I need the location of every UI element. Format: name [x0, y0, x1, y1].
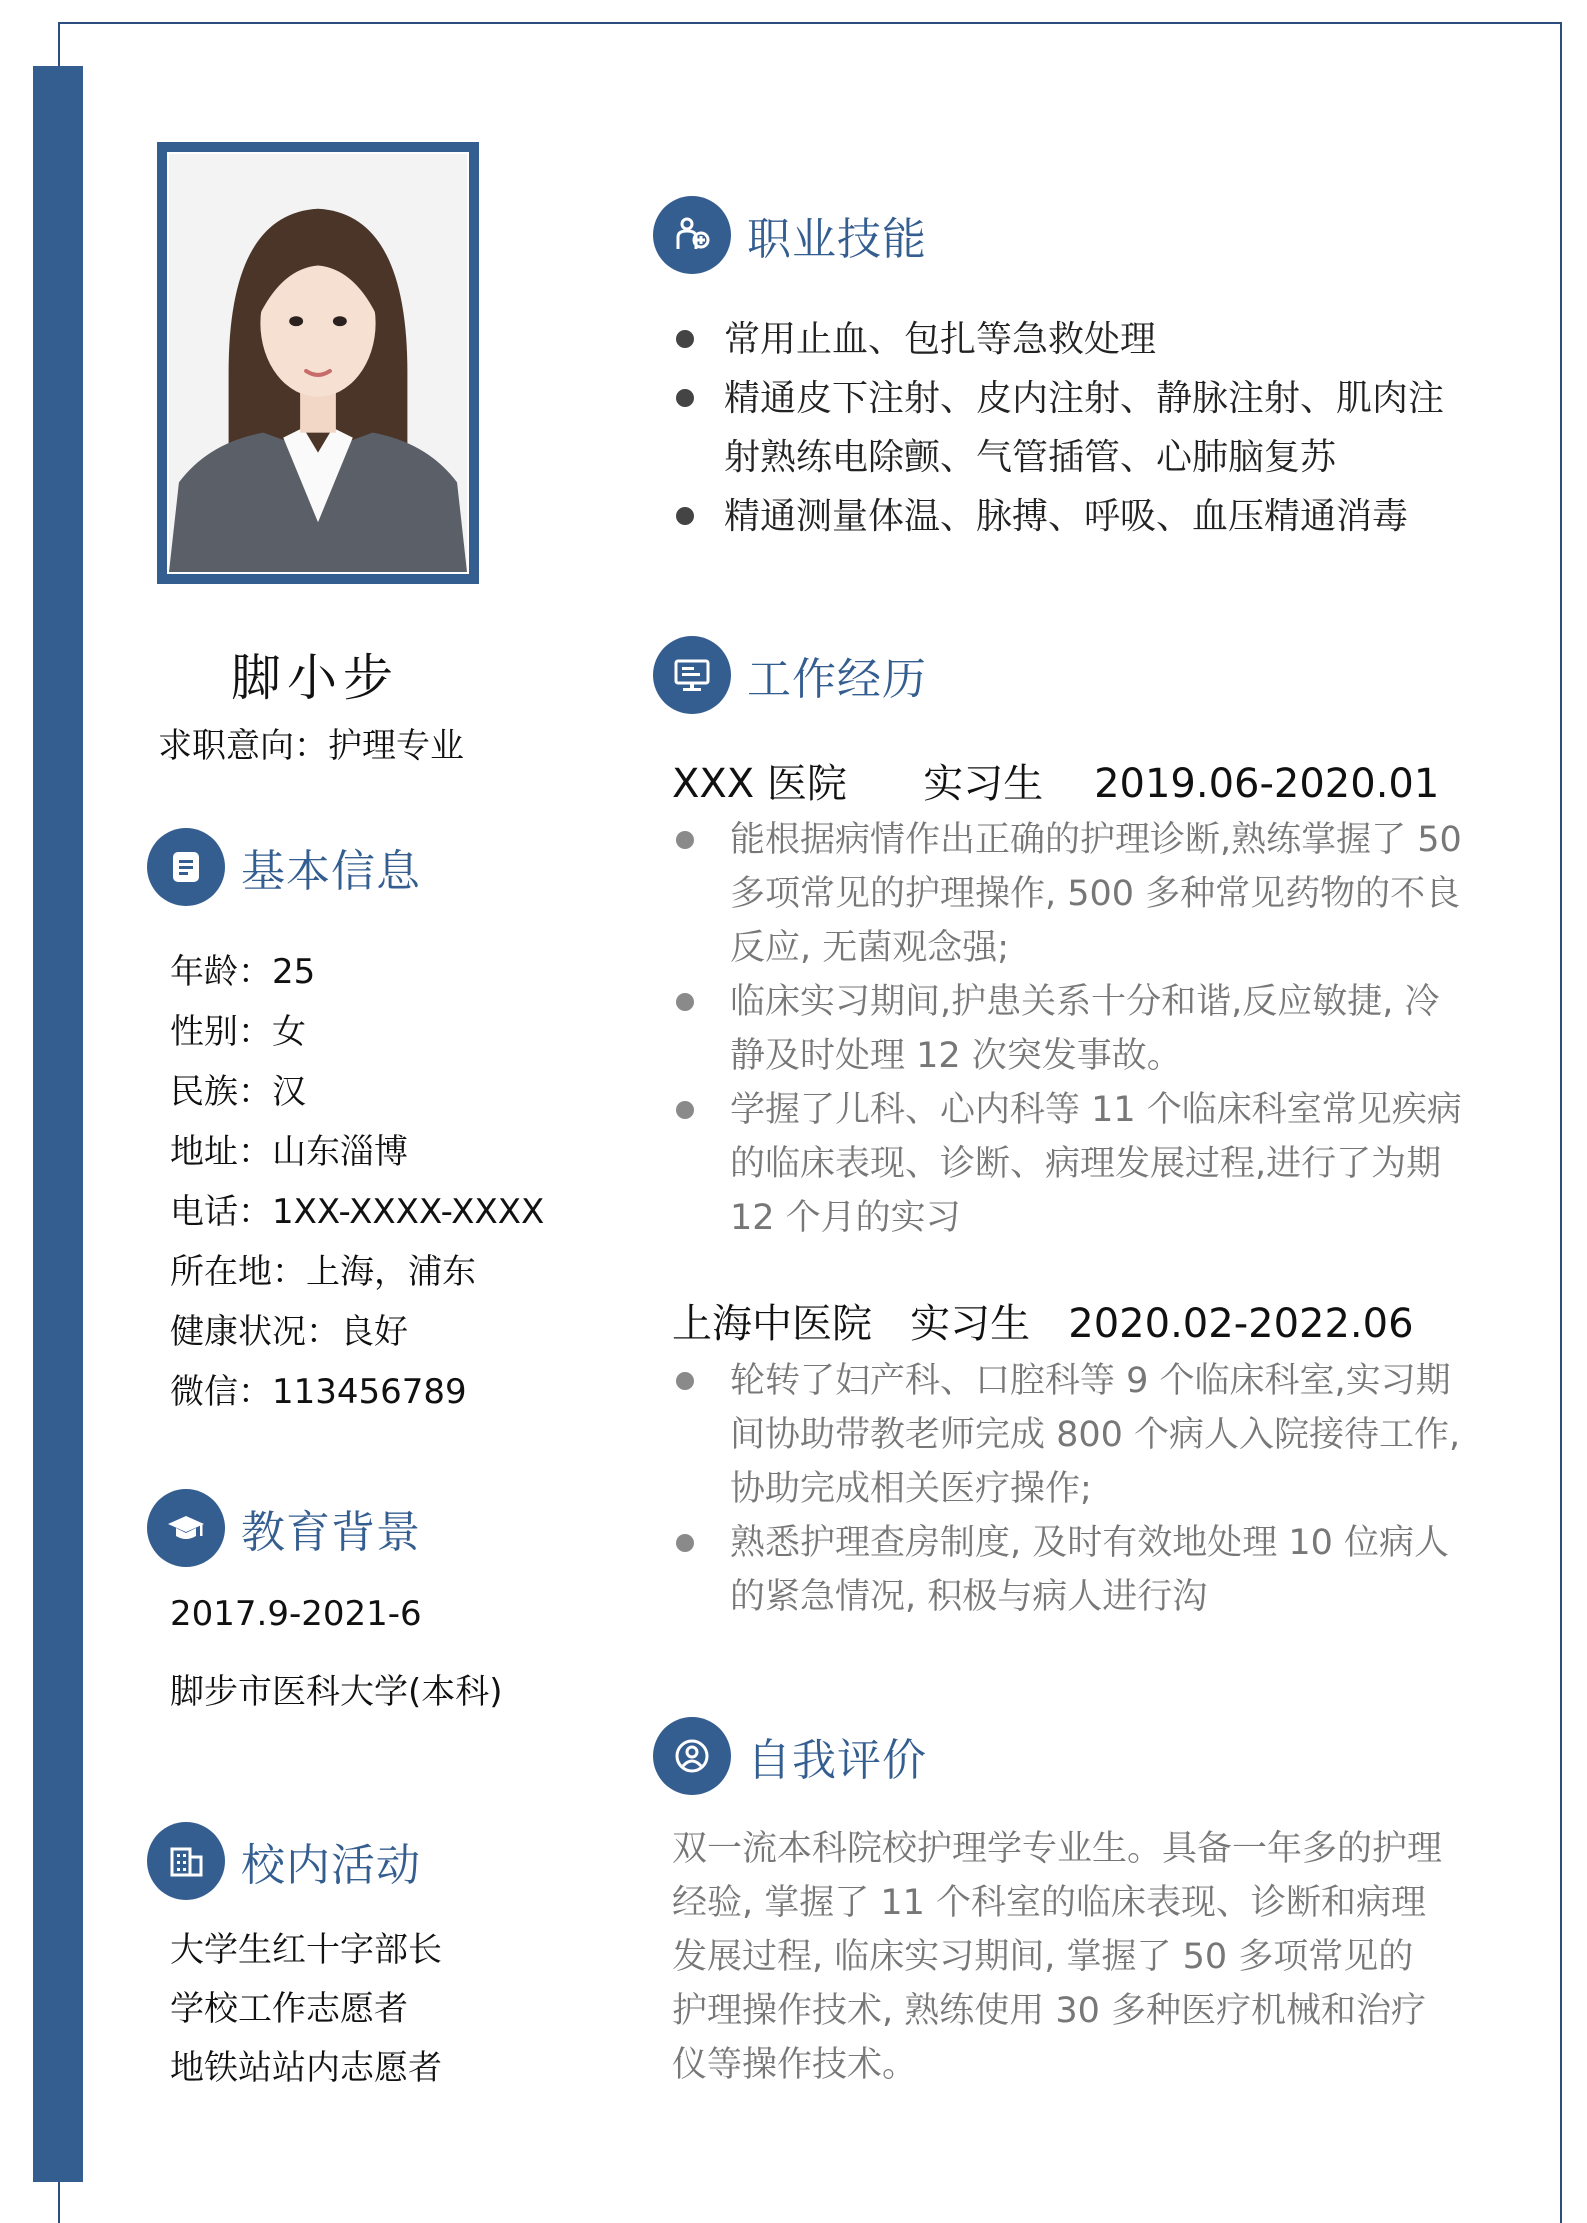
info-address: 地址：山东淄博 [170, 1132, 408, 1172]
section-work [653, 636, 927, 714]
side-accent-bar [33, 66, 83, 2182]
section-title: 职业技能 [747, 214, 927, 265]
info-wechat: 微信：113456789 [170, 1372, 467, 1412]
basic-info-list [170, 942, 544, 1422]
skill-item [666, 310, 1466, 369]
bullet-icon [676, 1372, 694, 1390]
duty-text: 能根据病情作出正确的护理诊断,熟练掌握了 50 多项常见的护理操作, 500 多种常见药物的不良反应, 无菌观念强; [730, 820, 1462, 968]
section-activities [147, 1822, 421, 1900]
profile-photo [157, 142, 479, 584]
section-skills [653, 196, 927, 274]
activity-item: 地铁站站内志愿者 [170, 2048, 442, 2088]
document-icon [147, 828, 225, 906]
section-title: 教育背景 [241, 1507, 421, 1558]
duty-text: 轮转了妇产科、口腔科等 9 个临床科室,实习期间协助带教老师完成 800 个病人入院接待工作, 协助完成相关医疗操作; [730, 1361, 1461, 1509]
job-header: XXX 医院 实习生 2019.06-2020.01 [672, 761, 1440, 807]
duty-item [672, 1516, 1472, 1624]
graduation-cap-icon [147, 1489, 225, 1567]
info-location: 所在地：上海，浦东 [170, 1252, 476, 1292]
info-age: 年龄：25 [170, 952, 316, 992]
skill-text: 常用止血、包扎等急救处理 [724, 319, 1157, 360]
duty-text: 熟悉护理查房制度, 及时有效地处理 10 位病人的紧急情况, 积极与病人进行沟 [730, 1523, 1450, 1617]
duty-item [672, 1354, 1472, 1516]
skill-text: 精通测量体温、脉搏、呼吸、血压精通消毒 [724, 496, 1409, 537]
building-icon [147, 1822, 225, 1900]
section-title: 校内活动 [241, 1840, 421, 1891]
section-education [147, 1489, 421, 1567]
bullet-icon [676, 1101, 694, 1119]
self-evaluation-text: 双一流本科院校护理学专业生。具备一年多的护理经验, 掌握了 11 个科室的临床表现、诊断和病理发展过程, 临床实习期间, 掌握了 50 多项常见的护理操作技术, 熟练使用 30 多种医疗机械和治疗仪等操作技术。 [672, 1829, 1443, 2085]
portrait-image [169, 154, 467, 572]
duty-text: 临床实习期间,护患关系十分和谐,反应敏捷, 冷静及时处理 12 次突发事故。 [730, 982, 1440, 1076]
skills-list [666, 310, 1466, 546]
info-ethnicity: 民族：汉 [170, 1072, 306, 1112]
bullet-icon [676, 1534, 694, 1552]
section-title: 自我评价 [747, 1735, 927, 1786]
bullet-icon [676, 993, 694, 1011]
duty-text: 学握了儿科、心内科等 11 个临床科室常见疾病的临床表现、诊断、病理发展过程,进行了为期 12 个月的实习 [730, 1090, 1462, 1238]
bullet-icon [676, 507, 694, 525]
info-health: 健康状况：良好 [170, 1312, 408, 1352]
duty-item [672, 1083, 1472, 1245]
section-title: 工作经历 [747, 654, 927, 705]
bullet-icon [676, 831, 694, 849]
bullet-icon [676, 389, 694, 407]
education-school: 脚步市医科大学(本科) [170, 1672, 503, 1712]
job-duties-list [672, 1354, 1472, 1624]
skill-item [666, 369, 1466, 487]
section-title: 基本信息 [241, 846, 421, 897]
section-self-evaluation [653, 1717, 927, 1795]
skill-text: 精通皮下注射、皮内注射、静脉注射、肌肉注射熟练电除颤、气管插管、心肺脑复苏 [724, 378, 1445, 478]
job-header: 上海中医院 实习生 2020.02-2022.06 [672, 1301, 1414, 1347]
candidate-name: 脚小步 [231, 649, 399, 707]
monitor-icon [653, 636, 731, 714]
duty-item [672, 813, 1472, 975]
info-phone: 电话：1XX-XXXX-XXXX [170, 1192, 545, 1232]
person-icon [653, 1717, 731, 1795]
info-gender: 性别：女 [170, 1012, 306, 1052]
bullet-icon [676, 330, 694, 348]
job-duties-list [672, 813, 1472, 1245]
activity-item: 学校工作志愿者 [170, 1989, 408, 2029]
section-basic-info [147, 828, 421, 906]
duty-item [672, 975, 1472, 1083]
education-period: 2017.9-2021-6 [170, 1594, 422, 1634]
activity-item: 大学生红十字部长 [170, 1930, 442, 1970]
skill-item [666, 487, 1466, 546]
nurse-icon [653, 196, 731, 274]
job-intent: 求职意向：护理专业 [158, 726, 464, 766]
